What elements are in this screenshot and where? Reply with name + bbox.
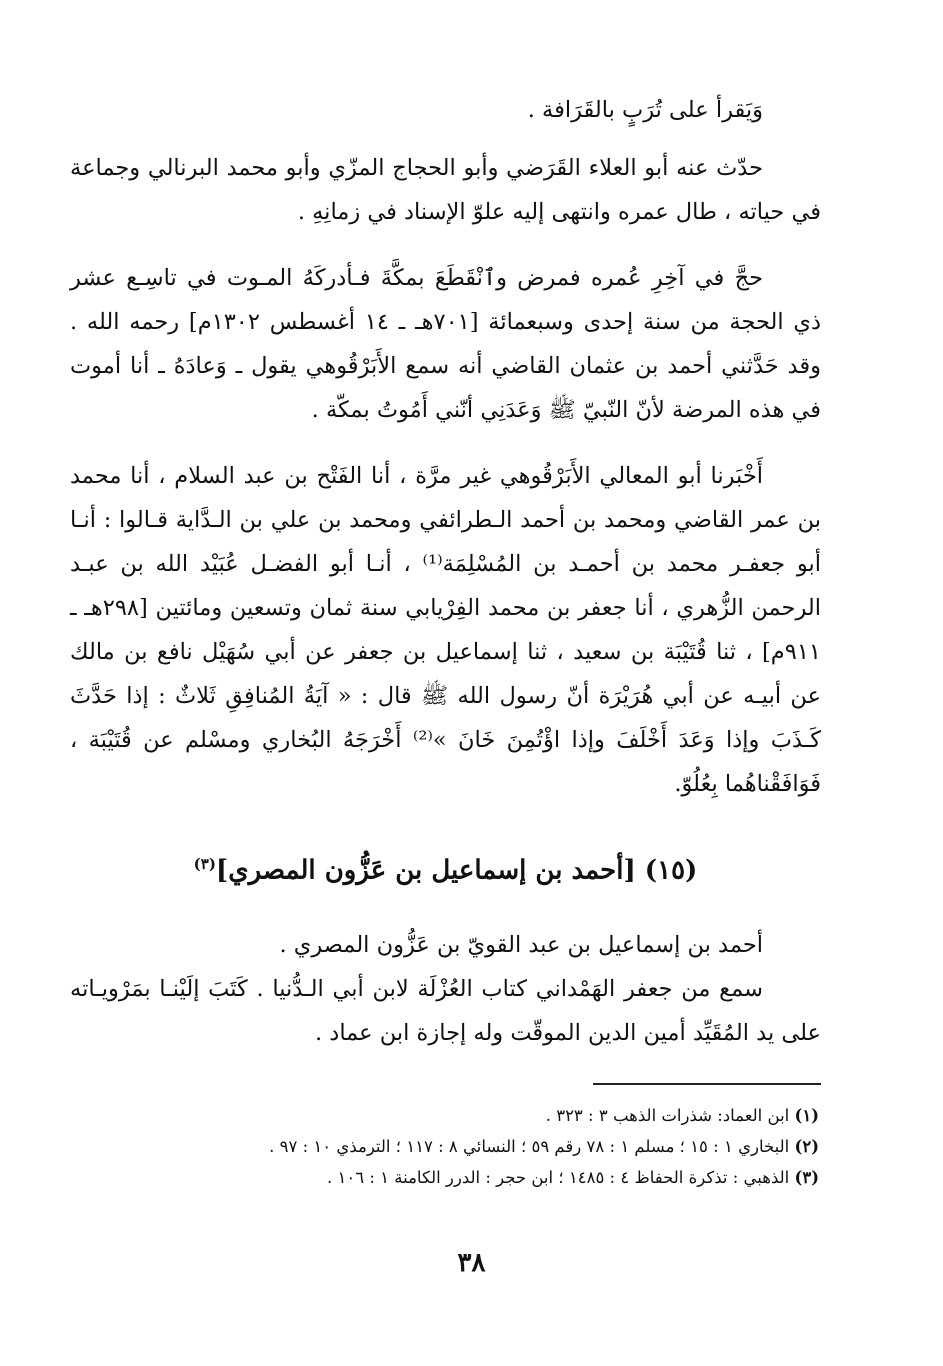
footnote-item xyxy=(70,1100,819,1131)
footnote-separator xyxy=(593,1083,821,1085)
footnote-number: (١) xyxy=(794,1106,819,1125)
paragraph-hearing: سمع من جعفر الهَمْداني كتاب العُزْلَة لابن أبي الـدُّنيا . كَتَبَ إلَيْنـا بمَرْويـاته على يد المُقَيِّد أمين الدين الموقّت وله إجازة ابن عماد . xyxy=(70,975,821,1046)
footnote-text: البخاري ١ : ١٥ ؛ مسلم ١ : ٧٨ رقم ٥٩ ؛ النسائي ٨ : ١١٧ ؛ الترمذي ١٠ : ٩٧ . xyxy=(269,1137,790,1156)
paragraph-name: أحمد بن إسماعيل بن عبد القويّ بن عَزُّون المصري . xyxy=(279,931,763,958)
section-heading-footnote-ref: (٣) xyxy=(193,855,216,873)
footnote-item xyxy=(70,1131,819,1162)
paragraph-reading: وَيَقرأ على تُرَبٍ بالقَرَافة . xyxy=(527,97,763,123)
page-body xyxy=(70,88,821,1055)
page-number: ٣٨ xyxy=(457,1248,486,1278)
footnote-text: الذهبي : تذكرة الحفاظ ٤ : ١٤٨٥ ؛ ابن حجر : الدرر الكامنة ١ : ١٠٦ . xyxy=(326,1168,790,1187)
paragraph-narrators: حدّث عنه أبو العلاء القَرَضي وأبو الحجاج المزّي وأبو محمد البرنالي وجماعة في حياته ، طال عمره وانتهى إليه علوّ الإسناد في زمانِهِ . xyxy=(70,155,821,225)
footnotes xyxy=(70,1100,819,1193)
footnote-item xyxy=(70,1162,819,1193)
paragraph-pilgrimage: حجَّ في آخِرِ عُمره فمرض وٱنْقَطَعَ بمكَّةَ فـأدركَهُ المـوت في تاسِـع عشر ذي الحجة من سنة إحدى وسبعمائة [٧٠١هـ ـ ١٤ أغسطس ١٣٠٢م] رحمه الله . وقد حَدَّثني أحمد بن عثمان القاضي أنه سمع الأَبَرْقُوهي يقول ـ وَعادَهُ ـ أنا أموت في هذه المرضة لأنّ النّبيّ ﷺ وَعَدَنِي أنّني أَمُوتُ بمكّة . xyxy=(70,265,821,423)
section-heading-title: (١٥) [أحمد بن إسماعيل بن عَزُّون المصري] xyxy=(215,855,698,886)
section-heading xyxy=(70,842,821,893)
footnote-number: (٣) xyxy=(794,1168,819,1187)
paragraph-hadith: أَخْبَرنا أبو المعالي الأَبَرْقُوهي غير مرَّة ، أنا الفَتْح بن عبد السلام ، أنا محمد بن عمر القاضي ومحمد بن أحمد الـطرائفي ومحمد بن علي بن الـدَّاية قـالوا : أنـا أبو جعفـر محمد بن أحمـد بن المُسْلِمَة⁽¹⁾ ، أنـا أبو الفضـل عُبَيْد الله بن عبـد الرحمن الزُّهري ، أنا جعفر بن محمد الفِرْيابي سنة ثمان وتسعين ومائتين [٢٩٨هـ ـ ٩١١م] ، ثنا قُتَيْبَة بن سعيد ، ثنا إسماعيل بن جعفر عن أبي سُهَيْل نافع بن مالك عن أبيـه عن أبي هُرَيْرَة أنّ رسول الله ﷺ قال : « آيَةُ المُنافِقِ ثَلاثٌ : إذا حَدَّثَ كَـذَبَ وإذا وَعَدَ أَخْلَفَ وإذا اؤْتُمِنَ خَانَ »⁽²⁾ أَخْرَجَهُ البُخاري ومسْلم عن قُتَيْبَة ، فَوَافَقْناهُما بِعُلُوّ. xyxy=(70,463,821,797)
footnote-text: ابن العماد: شذرات الذهب ٣ : ٣٢٣ . xyxy=(545,1106,790,1125)
footnote-number: (٢) xyxy=(794,1137,819,1156)
